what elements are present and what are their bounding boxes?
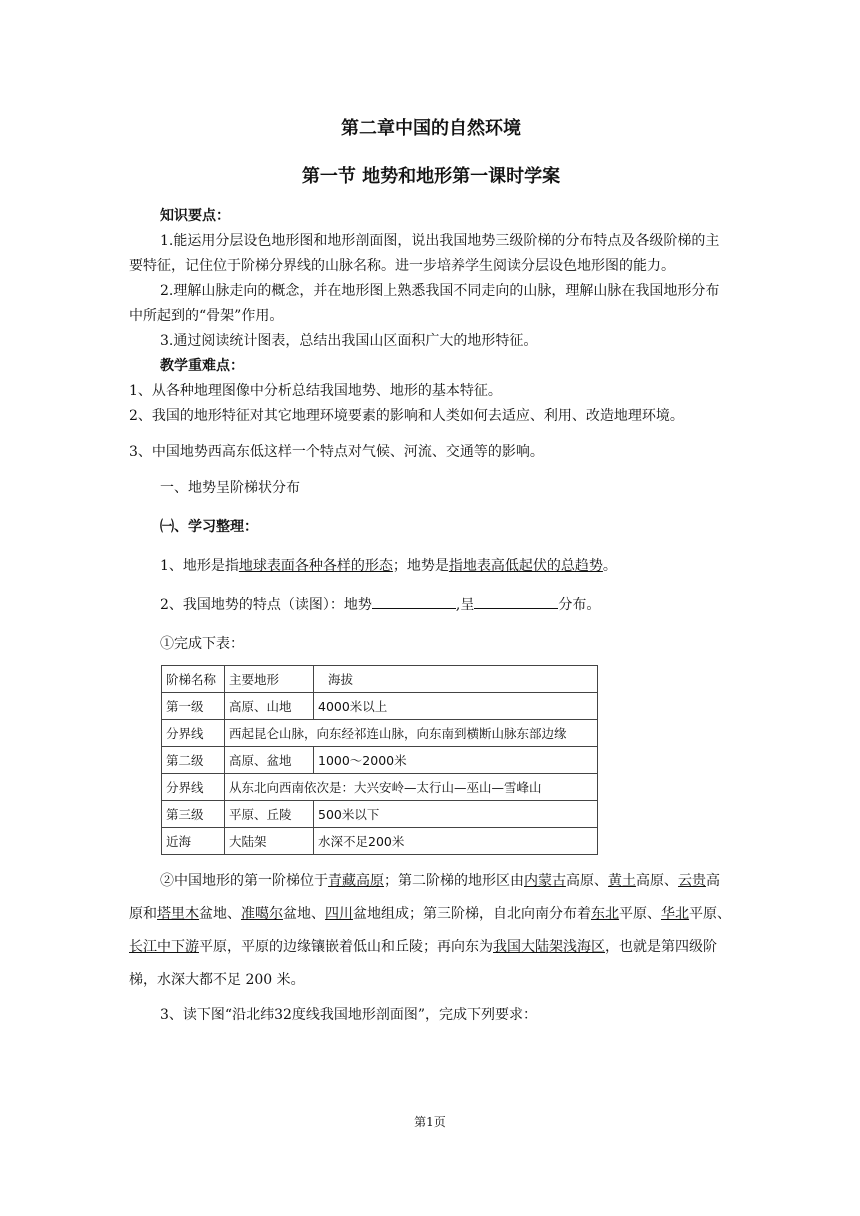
page-number: 第1页 (414, 1115, 446, 1129)
paragraph-text: 盆地、 (199, 906, 241, 922)
answer-underline: 塔里木 (157, 906, 199, 922)
table-header-row (162, 666, 598, 693)
table-cell: 第三级 (162, 801, 225, 828)
chapter-title: 第二章中国的自然环境 (341, 118, 521, 139)
question-3: 3、读下图“沿北纬32度线我国地形剖面图”，完成下列要求： (160, 1007, 538, 1023)
table-cell: 分界线 (162, 774, 225, 801)
q1-answer-topography: 指地表高低起伏的总趋势 (448, 558, 603, 574)
q2-blank-1[interactable] (372, 594, 456, 609)
table-cell: 1000～2000米 (314, 747, 598, 774)
table-cell: 从东北向西南依次是：大兴安岭—太行山—巫山—雪峰山 (225, 774, 598, 801)
q1-text-a: 1、地形是指 (160, 558, 239, 574)
table-cell: 分界线 (162, 720, 225, 747)
table-row (162, 720, 598, 747)
paragraph-text: 盆地、 (283, 906, 325, 922)
table-row (162, 828, 598, 855)
q2-blank-2[interactable] (474, 594, 558, 609)
question-1 (129, 554, 733, 579)
answer-underline: 内蒙古 (524, 873, 566, 889)
table-intro: ①完成下表： (160, 636, 244, 652)
difficulty-item-3: 3、中国地势西高东低这样一个特点对气候、河流、交通等的影响。 (129, 444, 544, 460)
paragraph-text: ②中国地形的第一阶梯位于 (160, 873, 328, 889)
paragraph-text: ；第二阶梯的地形区由 (384, 873, 524, 889)
knowledge-item-1: 1.能运用分层设色地形图和地形剖面图，说出我国地势三级阶梯的分布特点及各级阶梯的主要特征，记住位于阶梯分界线的山脉名称。进一步培养学生阅读分层设色地形图的能力。 (129, 233, 720, 274)
paragraph-text: 平原、 (689, 906, 731, 922)
answer-underline: 黄土 (608, 873, 636, 889)
paragraph-text: ，也就是第四级阶梯，水深大都不足 200 米。 (129, 939, 717, 988)
table-header-cell: 阶梯名称 (162, 666, 225, 693)
paragraph-text: 高原、 (566, 873, 608, 889)
answer-underline: 青藏高原 (328, 873, 384, 889)
table-header-cell: 主要地形 (225, 666, 314, 693)
table-row (162, 774, 598, 801)
answer-underline: 四川 (325, 906, 353, 922)
table-cell: 高原、盆地 (225, 747, 314, 774)
q2-text-b: ,呈 (455, 597, 475, 613)
paragraph-text: 高原、 (636, 873, 678, 889)
section-heading: 一、地势呈阶梯状分布 (160, 480, 300, 496)
table-header-label: 海拔 (328, 672, 354, 687)
paragraph-text: 平原，平原的边缘镶嵌着低山和丘陵；再向东为 (199, 939, 493, 955)
knowledge-item-3: 3.通过阅读统计图表，总结出我国山区面积广大的地形特征。 (160, 333, 538, 349)
table-cell: 高原、山地 (225, 693, 314, 720)
table-header-cell (314, 666, 598, 693)
answer-underline: 我国大陆架浅海区 (493, 939, 605, 955)
table-cell: 第二级 (162, 747, 225, 774)
terrain-steps-table (161, 665, 598, 855)
q1-answer-terrain: 地球表面各种各样的形态 (238, 558, 393, 574)
difficulty-item-2: 2、我国的地形特征对其它地理环境要素的影响和人类如何去适应、利用、改造地理环境。 (129, 408, 684, 424)
question-2 (129, 593, 733, 618)
table-cell: 大陆架 (225, 828, 314, 855)
table-cell: 4000米以上 (314, 693, 598, 720)
q1-text-e: 。 (602, 558, 617, 574)
answer-underline: 东北 (591, 906, 619, 922)
paragraph-text: 高原和 (129, 873, 720, 922)
table-cell: 近海 (162, 828, 225, 855)
q2-text-c: 分布。 (558, 597, 601, 613)
document-body (129, 114, 733, 1028)
section-title: 第一节 地势和地形第一课时学案 (301, 166, 561, 187)
table-cell: 水深不足200米 (314, 828, 598, 855)
answer-underline: 华北 (661, 906, 689, 922)
paragraph-text: 盆地组成；第三阶梯，自北向南分布着 (353, 906, 591, 922)
terrain-paragraph (129, 865, 733, 997)
difficulty-item-1: 1、从各种地理图像中分析总结我国地势、地形的基本特征。 (129, 383, 502, 399)
table-cell: 平原、丘陵 (225, 801, 314, 828)
paragraph-text: 平原、 (619, 906, 661, 922)
table-row (162, 693, 598, 720)
q1-text-c: ；地势是 (392, 558, 449, 574)
answer-underline: 云贵 (678, 873, 706, 889)
table-cell: 西起昆仑山脉，向东经祁连山脉，向东南到横断山脉东部边缘 (225, 720, 598, 747)
q2-text-a: 2、我国地势的特点（读图）：地势 (160, 597, 372, 613)
table-cell: 第一级 (162, 693, 225, 720)
study-heading: ㈠、学习整理： (160, 519, 258, 535)
knowledge-heading: 知识要点： (160, 208, 230, 224)
answer-underline: 准噶尔 (241, 906, 283, 922)
difficulty-heading: 教学重难点： (160, 358, 244, 374)
knowledge-item-2: 2.理解山脉走向的概念，并在地形图上熟悉我国不同走向的山脉，理解山脉在我国地形分布中所起到的“骨架”作用。 (129, 283, 720, 324)
table-row (162, 747, 598, 774)
table-cell: 500米以下 (314, 801, 598, 828)
table-row (162, 801, 598, 828)
answer-underline: 长江中下游 (129, 939, 199, 955)
